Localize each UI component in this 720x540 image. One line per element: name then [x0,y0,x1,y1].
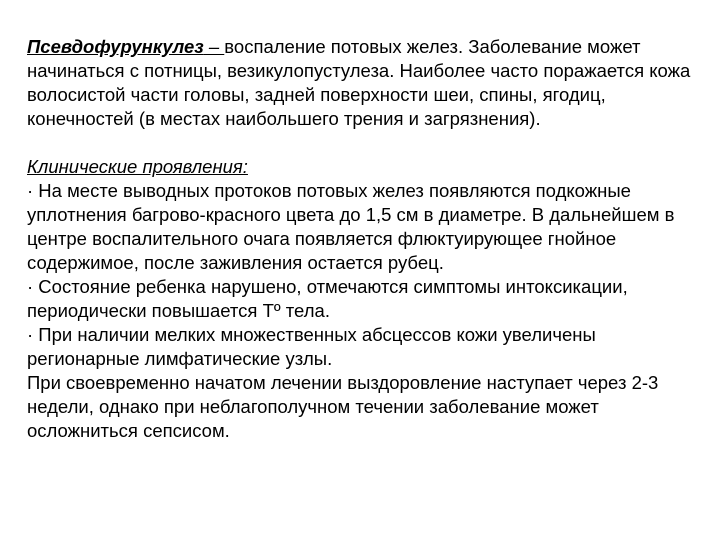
clinical-heading: Клинические проявления: [27,156,248,177]
clinical-item: · На месте выводных протоков потовых желез появляются подкожные уплотнения багрово-красного цвета до 1,5 см в диаметре. В дальнейшем в центре воспалительного очага появляется флюктуирующее гнойное содержимое, после заживления остается рубец. [27,180,675,273]
term-title: Псевдофурункулез [27,36,204,57]
definition-text: воспаление потовых желез. Заболевание может начинаться с потницы, везикулопустулеза. Наиболее часто поражается кожа волосистой части головы, задней поверхности шеи, спины, ягодиц, конечностей (в местах наибольшего трения и загрязнения). [27,36,691,129]
clinical-item: · При наличии мелких множественных абсцессов кожи увеличены регионарные лимфатические узлы. [27,324,596,369]
clinical-heading-line [27,155,697,179]
term-dash: – [203,36,225,57]
prognosis-paragraph: При своевременно начатом лечении выздоровление наступает через 2-3 недели, однако при неблагополучном течении заболевание может осложниться сепсисом. [27,372,659,441]
text-block [27,35,697,443]
clinical-item: · Состояние ребенка нарушено, отмечаются симптомы интоксикации, периодически повышается Tº тела. [27,276,628,321]
definition-paragraph [27,35,697,131]
paragraph-gap [27,131,697,155]
